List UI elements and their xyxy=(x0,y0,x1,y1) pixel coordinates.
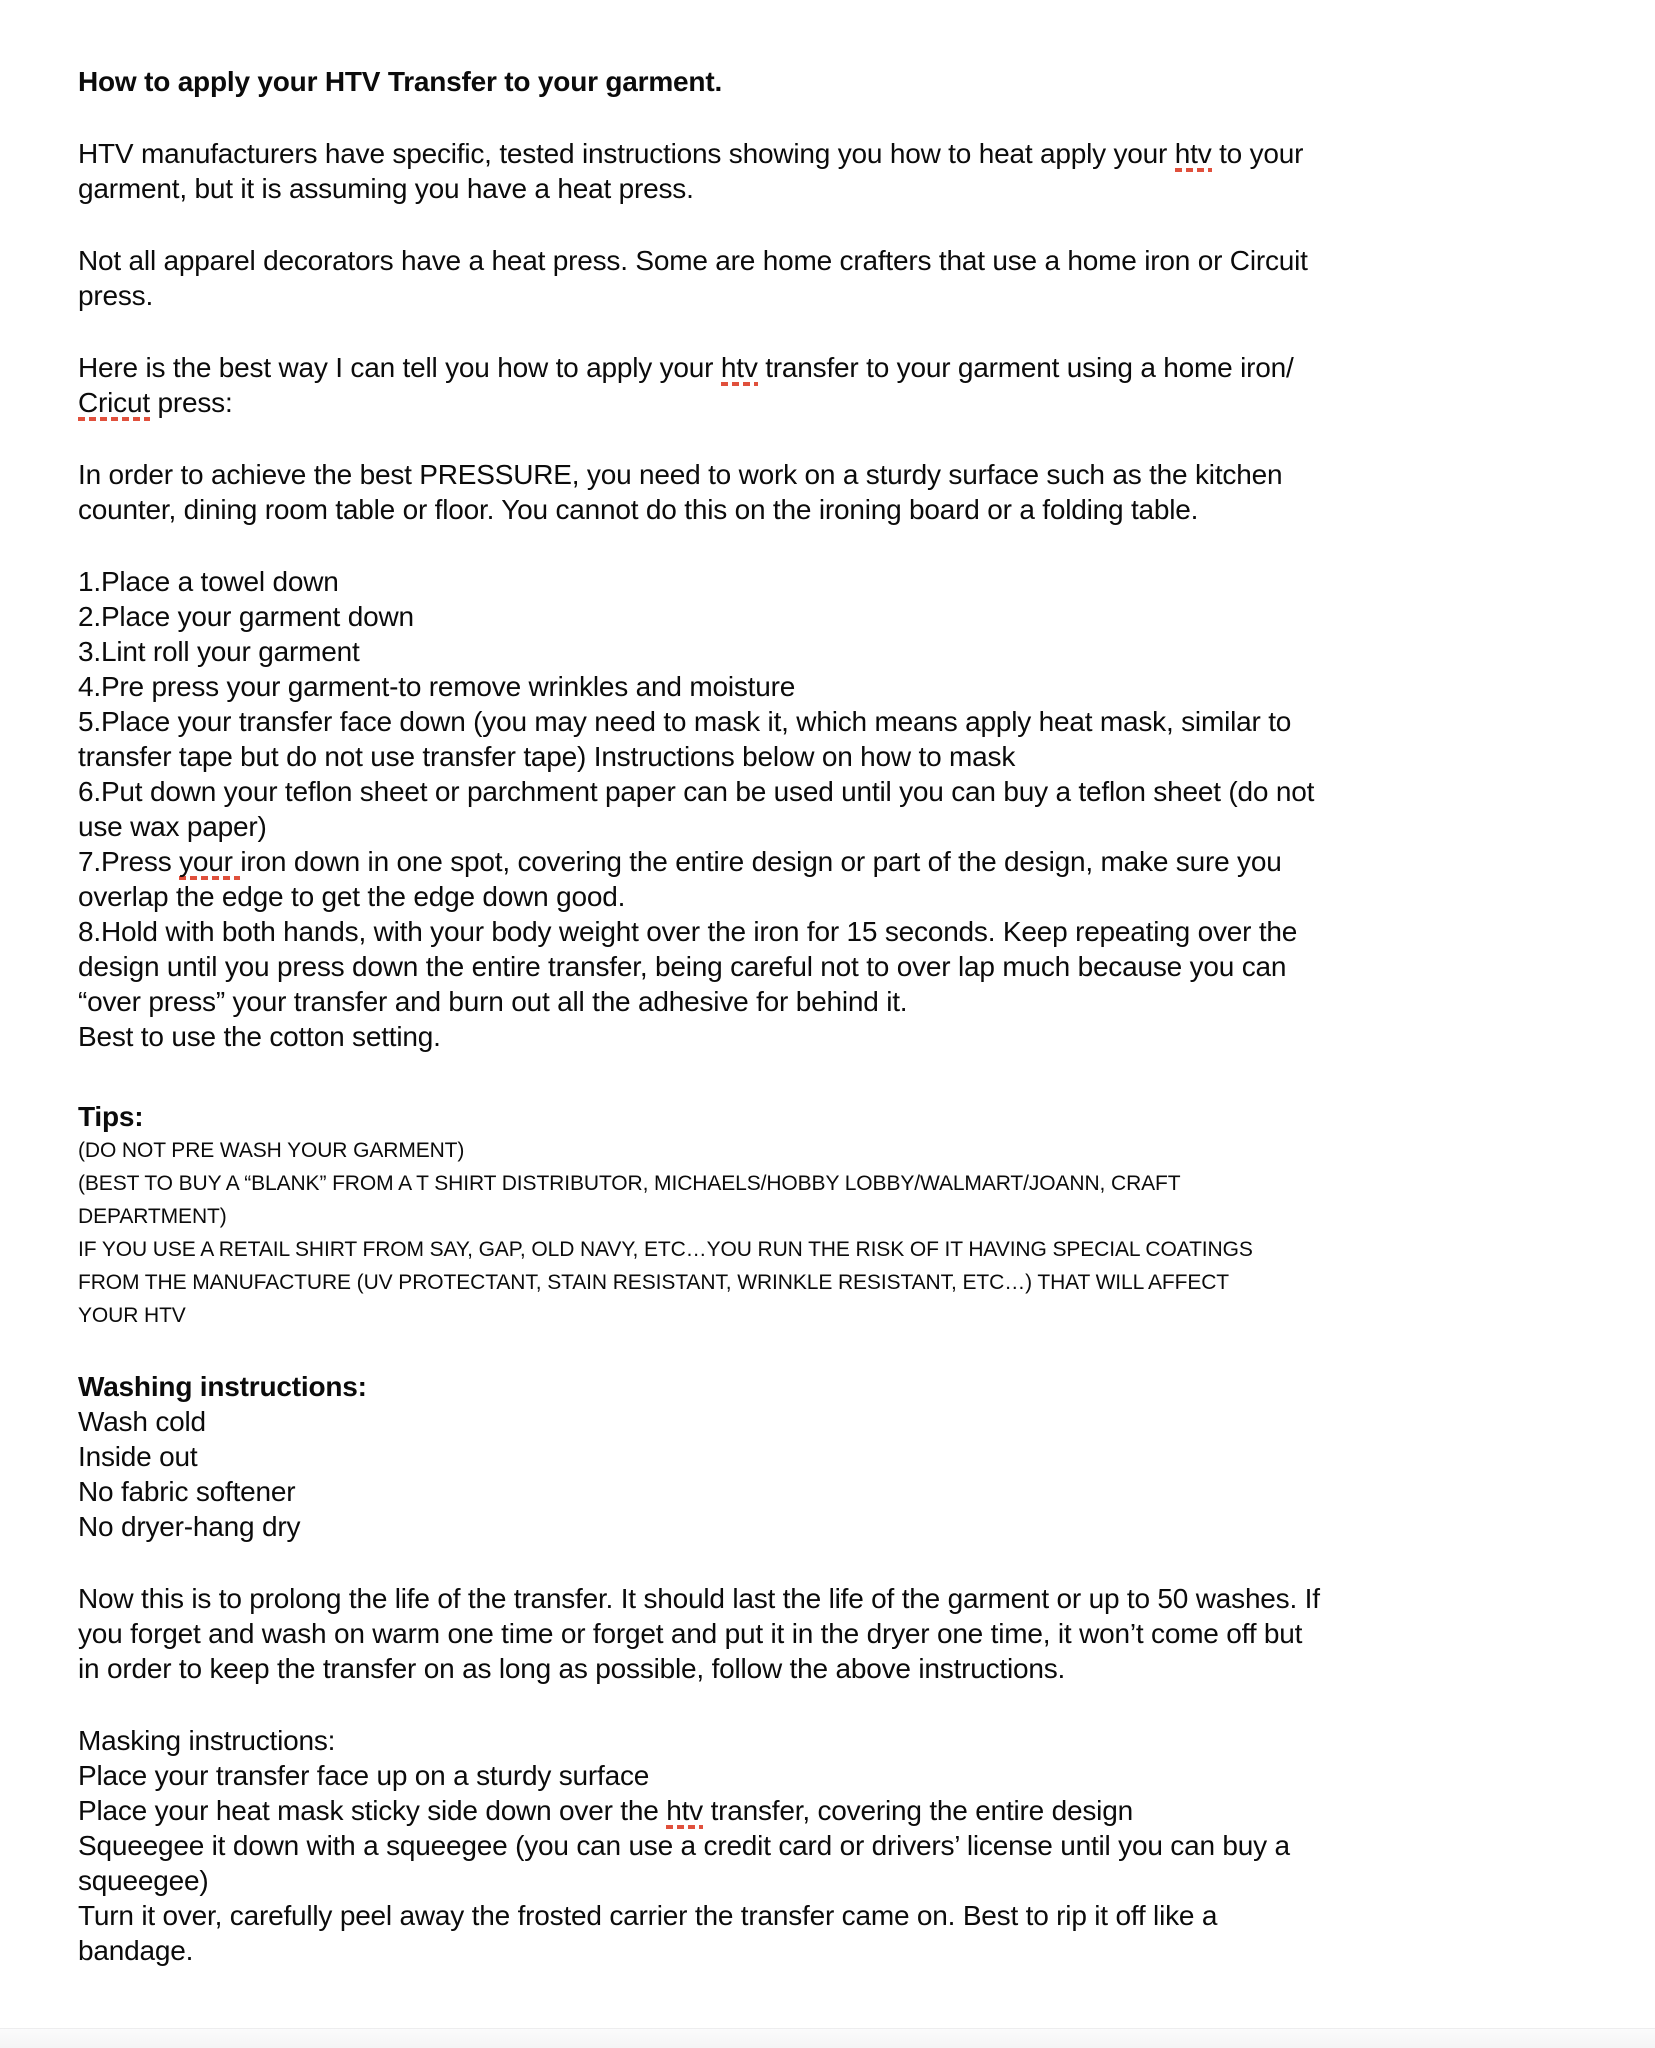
text-segment: 2.Place your garment down xyxy=(78,601,414,632)
text-line xyxy=(78,278,1619,313)
spellcheck-underlined-word: Cricut xyxy=(78,387,150,421)
tips-list xyxy=(78,1134,1619,1332)
text-segment: (DO NOT PRE WASH YOUR GARMENT) xyxy=(78,1139,465,1162)
text-line xyxy=(78,1616,1619,1651)
text-segment: bandage. xyxy=(78,1935,194,1966)
text-line xyxy=(78,1134,1619,1167)
text-segment: Place your transfer face up on a sturdy surface xyxy=(78,1760,650,1791)
text-segment: garment, but it is assuming you have a heat press. xyxy=(78,173,694,204)
text-segment: design until you press down the entire transfer, being careful not to over lap much because you can xyxy=(78,951,1287,982)
text-line xyxy=(78,844,1619,879)
text-segment: Turn it over, carefully peel away the frosted carrier the transfer came on. Best to rip it off like a xyxy=(78,1900,1218,1931)
text-segment: “over press” your transfer and burn out all the adhesive for behind it. xyxy=(78,986,908,1017)
text-segment: 4.Pre press your garment-to remove wrinkles and moisture xyxy=(78,671,796,702)
text-line xyxy=(78,1793,1619,1828)
text-line xyxy=(78,1019,1619,1054)
text-segment: counter, dining room table or floor. You cannot do this on the ironing board or a folding table. xyxy=(78,494,1199,525)
text-segment: Here is the best way I can tell you how to apply your xyxy=(78,352,721,383)
spellcheck-underlined-word: htv xyxy=(666,1795,703,1829)
text-line xyxy=(78,64,1619,99)
text-line xyxy=(78,1758,1619,1793)
text-segment: IF YOU USE A RETAIL SHIRT FROM SAY, GAP, OLD NAVY, ETC…YOU RUN THE RISK OF IT HAVING SPECIAL COATINGS xyxy=(78,1238,1253,1261)
washing-list xyxy=(78,1404,1619,1544)
text-line xyxy=(78,385,1619,420)
para-prolong xyxy=(78,1581,1619,1686)
text-segment: 7.Press xyxy=(78,846,180,877)
text-line xyxy=(78,879,1619,914)
text-line xyxy=(78,774,1619,809)
text-segment: to your xyxy=(1211,138,1304,169)
text-line xyxy=(78,1233,1619,1266)
spellcheck-underlined-word: your xyxy=(179,846,240,880)
text-segment: in order to keep the transfer on as long as possible, follow the above instructions. xyxy=(78,1653,1066,1684)
spellcheck-underlined-word: htv xyxy=(721,352,758,386)
text-segment: press. xyxy=(78,280,154,311)
text-segment: In order to achieve the best PRESSURE, you need to work on a sturdy surface such as the kitchen xyxy=(78,459,1283,490)
text-line xyxy=(78,1439,1619,1474)
text-segment: overlap the edge to get the edge down good. xyxy=(78,881,626,912)
text-segment: Inside out xyxy=(78,1441,198,1472)
tips-heading xyxy=(78,1099,1619,1134)
text-line xyxy=(78,739,1619,774)
text-line xyxy=(78,1863,1619,1898)
text-line xyxy=(78,1299,1619,1332)
text-segment: FROM THE MANUFACTURE (UV PROTECTANT, STAIN RESISTANT, WRINKLE RESISTANT, ETC…) THAT WILL AFFECT xyxy=(78,1271,1230,1294)
para-not-all-decorators xyxy=(78,243,1619,313)
text-segment: 3.Lint roll your garment xyxy=(78,636,360,667)
document-content xyxy=(78,64,1619,1968)
text-line xyxy=(78,1369,1619,1404)
text-segment: Washing instructions: xyxy=(78,1371,367,1402)
text-line xyxy=(78,914,1619,949)
text-line xyxy=(78,1200,1619,1233)
text-segment: No fabric softener xyxy=(78,1476,296,1507)
window-bottom-edge xyxy=(0,2028,1655,2048)
text-line xyxy=(78,1266,1619,1299)
masking-block xyxy=(78,1723,1619,1968)
text-line xyxy=(78,1509,1619,1544)
text-line xyxy=(78,564,1619,599)
text-segment: use wax paper) xyxy=(78,811,267,842)
text-line xyxy=(78,1898,1619,1933)
text-line xyxy=(78,350,1619,385)
text-line xyxy=(78,634,1619,669)
text-line xyxy=(78,1933,1619,1968)
text-segment: transfer, covering the entire design xyxy=(702,1795,1133,1826)
text-segment: DEPARTMENT) xyxy=(78,1205,227,1228)
text-segment: squeegee) xyxy=(78,1865,209,1896)
text-segment: HTV manufacturers have specific, tested instructions showing you how to heat apply your xyxy=(78,138,1175,169)
text-line xyxy=(78,1723,1619,1758)
text-segment: 5.Place your transfer face down (you may need to mask it, which means apply heat mask, similar to xyxy=(78,706,1292,737)
text-line xyxy=(78,1099,1619,1134)
text-line xyxy=(78,457,1619,492)
steps-list xyxy=(78,564,1619,1054)
text-line xyxy=(78,669,1619,704)
spellcheck-underlined-word: htv xyxy=(1175,138,1212,172)
text-line xyxy=(78,1167,1619,1200)
text-segment: iron down in one spot, covering the entire design or part of the design, make sure you xyxy=(240,846,1282,877)
doc-title xyxy=(78,64,1619,99)
washing-heading xyxy=(78,1369,1619,1404)
text-line xyxy=(78,704,1619,739)
text-segment: YOUR HTV xyxy=(78,1304,186,1327)
text-segment: Tips: xyxy=(78,1101,144,1132)
text-segment: (BEST TO BUY A “BLANK” FROM A T SHIRT DISTRIBUTOR, MICHAELS/HOBBY LOBBY/WALMART/JOANN, CRAFT xyxy=(78,1172,1181,1195)
para-manufacturers xyxy=(78,136,1619,206)
text-line xyxy=(78,984,1619,1019)
text-segment: transfer tape but do not use transfer tape) Instructions below on how to mask xyxy=(78,741,1016,772)
text-segment: Masking instructions: xyxy=(78,1725,336,1756)
text-line xyxy=(78,949,1619,984)
text-segment: 6.Put down your teflon sheet or parchment paper can be used until you can buy a teflon sheet (do not xyxy=(78,776,1315,807)
text-segment: you forget and wash on warm one time or forget and put it in the dryer one time, it won’t come off but xyxy=(78,1618,1303,1649)
text-line xyxy=(78,809,1619,844)
text-segment: 1.Place a towel down xyxy=(78,566,339,597)
text-segment: Now this is to prolong the life of the transfer. It should last the life of the garment or up to 50 washes. If xyxy=(78,1583,1320,1614)
text-line xyxy=(78,1651,1619,1686)
text-segment: transfer to your garment using a home iron/ xyxy=(757,352,1294,383)
text-segment: 8.Hold with both hands, with your body weight over the iron for 15 seconds. Keep repeating over the xyxy=(78,916,1298,947)
text-line xyxy=(78,599,1619,634)
text-segment: press: xyxy=(149,387,233,418)
text-segment: Wash cold xyxy=(78,1406,206,1437)
text-line xyxy=(78,243,1619,278)
text-segment: Squeegee it down with a squeegee (you can use a credit card or drivers’ license until you can buy a xyxy=(78,1830,1290,1861)
para-best-way xyxy=(78,350,1619,420)
text-line xyxy=(78,136,1619,171)
text-segment: Best to use the cotton setting. xyxy=(78,1021,441,1052)
text-line xyxy=(78,1474,1619,1509)
para-pressure xyxy=(78,457,1619,527)
text-segment: Not all apparel decorators have a heat press. Some are home crafters that use a home iron or Circuit xyxy=(78,245,1308,276)
text-segment: How to apply your HTV Transfer to your garment. xyxy=(78,66,723,97)
text-segment: Place your heat mask sticky side down over the xyxy=(78,1795,667,1826)
text-line xyxy=(78,492,1619,527)
text-line xyxy=(78,171,1619,206)
text-line xyxy=(78,1581,1619,1616)
text-line xyxy=(78,1404,1619,1439)
text-segment: No dryer-hang dry xyxy=(78,1511,301,1542)
text-line xyxy=(78,1828,1619,1863)
